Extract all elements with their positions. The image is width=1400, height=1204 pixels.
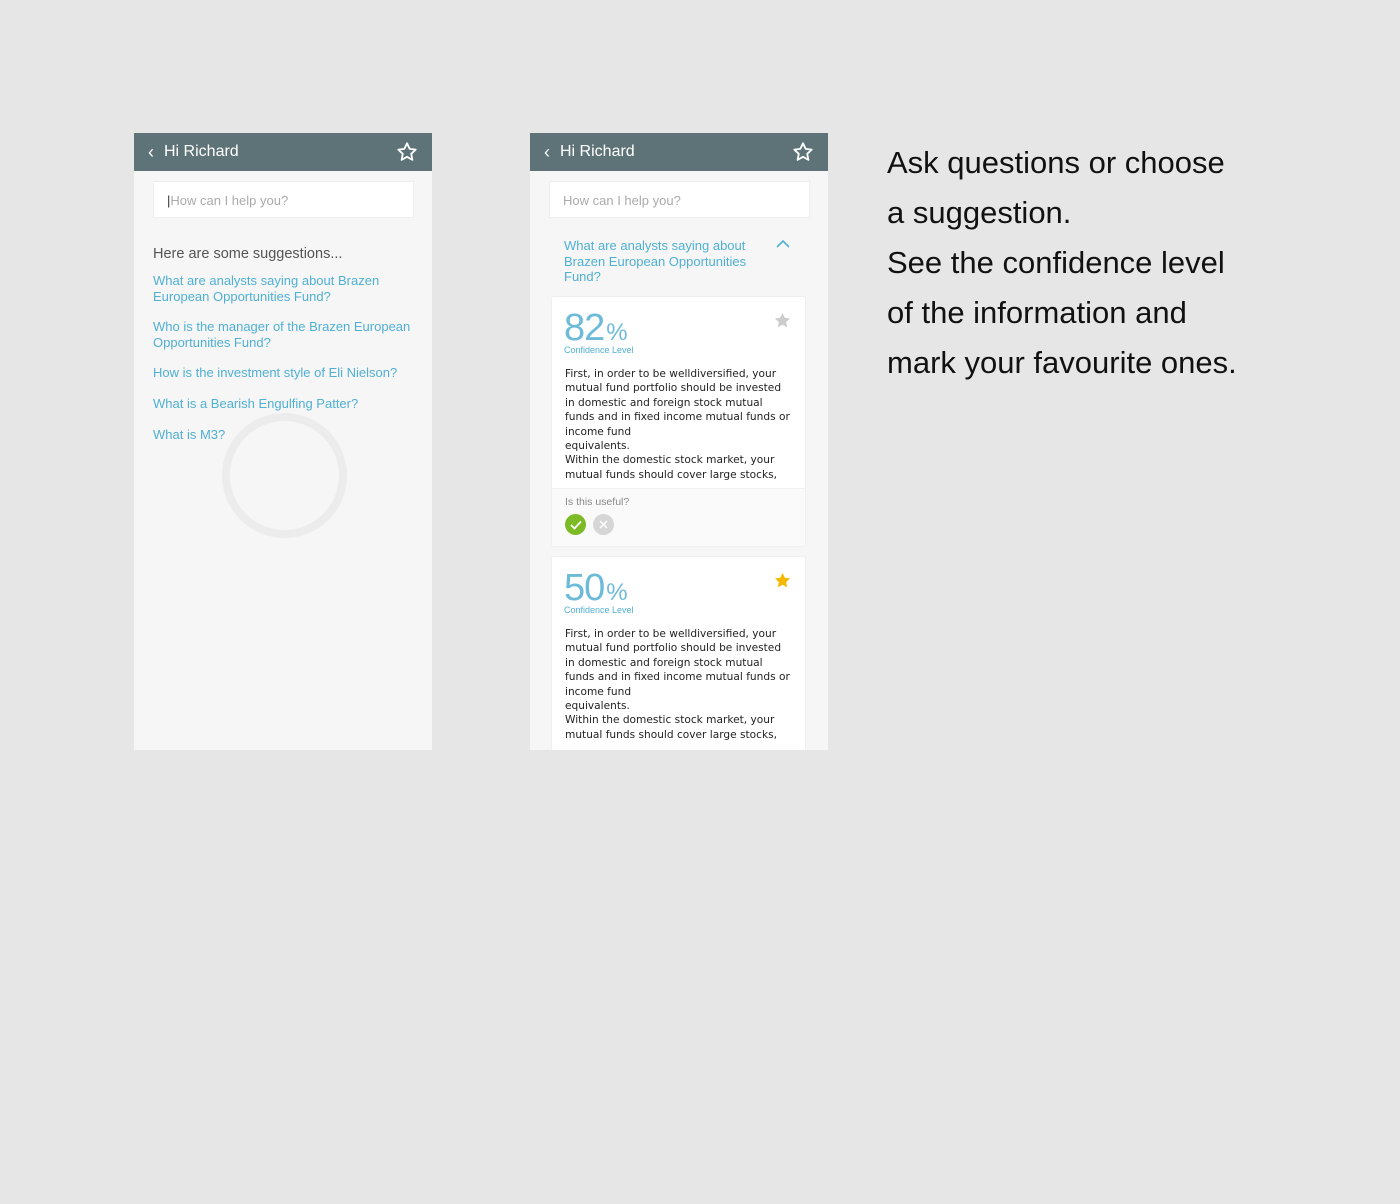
caption-line: mark your favourite ones. [887,345,1237,380]
caption-text [887,138,1307,388]
app-header [530,133,828,171]
caption-line: of the information and [887,295,1187,330]
caption-line: See the confidence level [887,245,1225,280]
suggestion-link[interactable]: How is the investment style of Eli Nielson? [153,365,398,380]
search-placeholder: How can I help you? [563,193,681,208]
answer-card [551,296,806,547]
answer-card [551,556,806,750]
feedback-section [552,488,805,546]
header-title: Hi Richard [164,143,239,160]
header-title: Hi Richard [560,143,635,160]
favourites-star-icon[interactable] [396,141,418,163]
search-input[interactable] [549,181,810,218]
suggestion-link[interactable]: What is a Bearish Engulfing Patter? [153,396,359,411]
confidence-percent: 50% [564,567,627,609]
screen-suggestions [134,133,432,750]
answer-text: First, in order to be welldiversified, your mutual fund portfolio should be invested in domestic and foreign stock mutual funds and in fixed income mutual funds or income fund equivalents. Within the domestic stock market, your mutual funds should cover large stocks, [565,368,790,481]
confidence-label: Confidence Level [564,605,634,615]
back-chevron-icon[interactable]: ‹ [148,142,154,162]
caption-line: Ask questions or choose [887,145,1225,180]
confidence-label: Confidence Level [564,345,634,355]
confidence-percent: 82% [564,307,627,349]
screen-answers [530,133,828,750]
search-input[interactable]: |How can I help you? [153,181,414,218]
suggestion-link[interactable]: What are analysts saying about Brazen European Opportunities Fund? [153,273,380,304]
yes-check-button[interactable] [565,514,586,535]
favourites-star-icon[interactable] [792,141,814,163]
back-chevron-icon[interactable]: ‹ [544,142,550,162]
no-close-button[interactable] [593,514,614,535]
search-placeholder: How can I help you? [170,193,289,208]
suggestion-link[interactable]: What is M3? [153,427,226,442]
app-header [134,133,432,171]
suggestion-link[interactable]: Who is the manager of the Brazen European Opportunities Fund? [153,319,411,350]
question-heading[interactable]: What are analysts saying about Brazen European Opportunities Fund? [564,238,747,284]
answer-text: First, in order to be welldiversified, your mutual fund portfolio should be invested in domestic and foreign stock mutual funds and in fixed income mutual funds or income fund equivalents. Within the domestic stock market, your mutual funds should cover large stocks, [565,628,790,741]
feedback-question: Is this useful? [565,496,630,508]
caption-line: a suggestion. [887,195,1072,230]
chevron-up-icon[interactable] [776,239,790,249]
close-icon [599,520,608,529]
suggestions-heading: Here are some suggestions... [153,246,343,262]
star-filled-icon[interactable] [773,571,792,590]
check-icon [570,520,582,530]
star-icon[interactable] [773,311,792,330]
